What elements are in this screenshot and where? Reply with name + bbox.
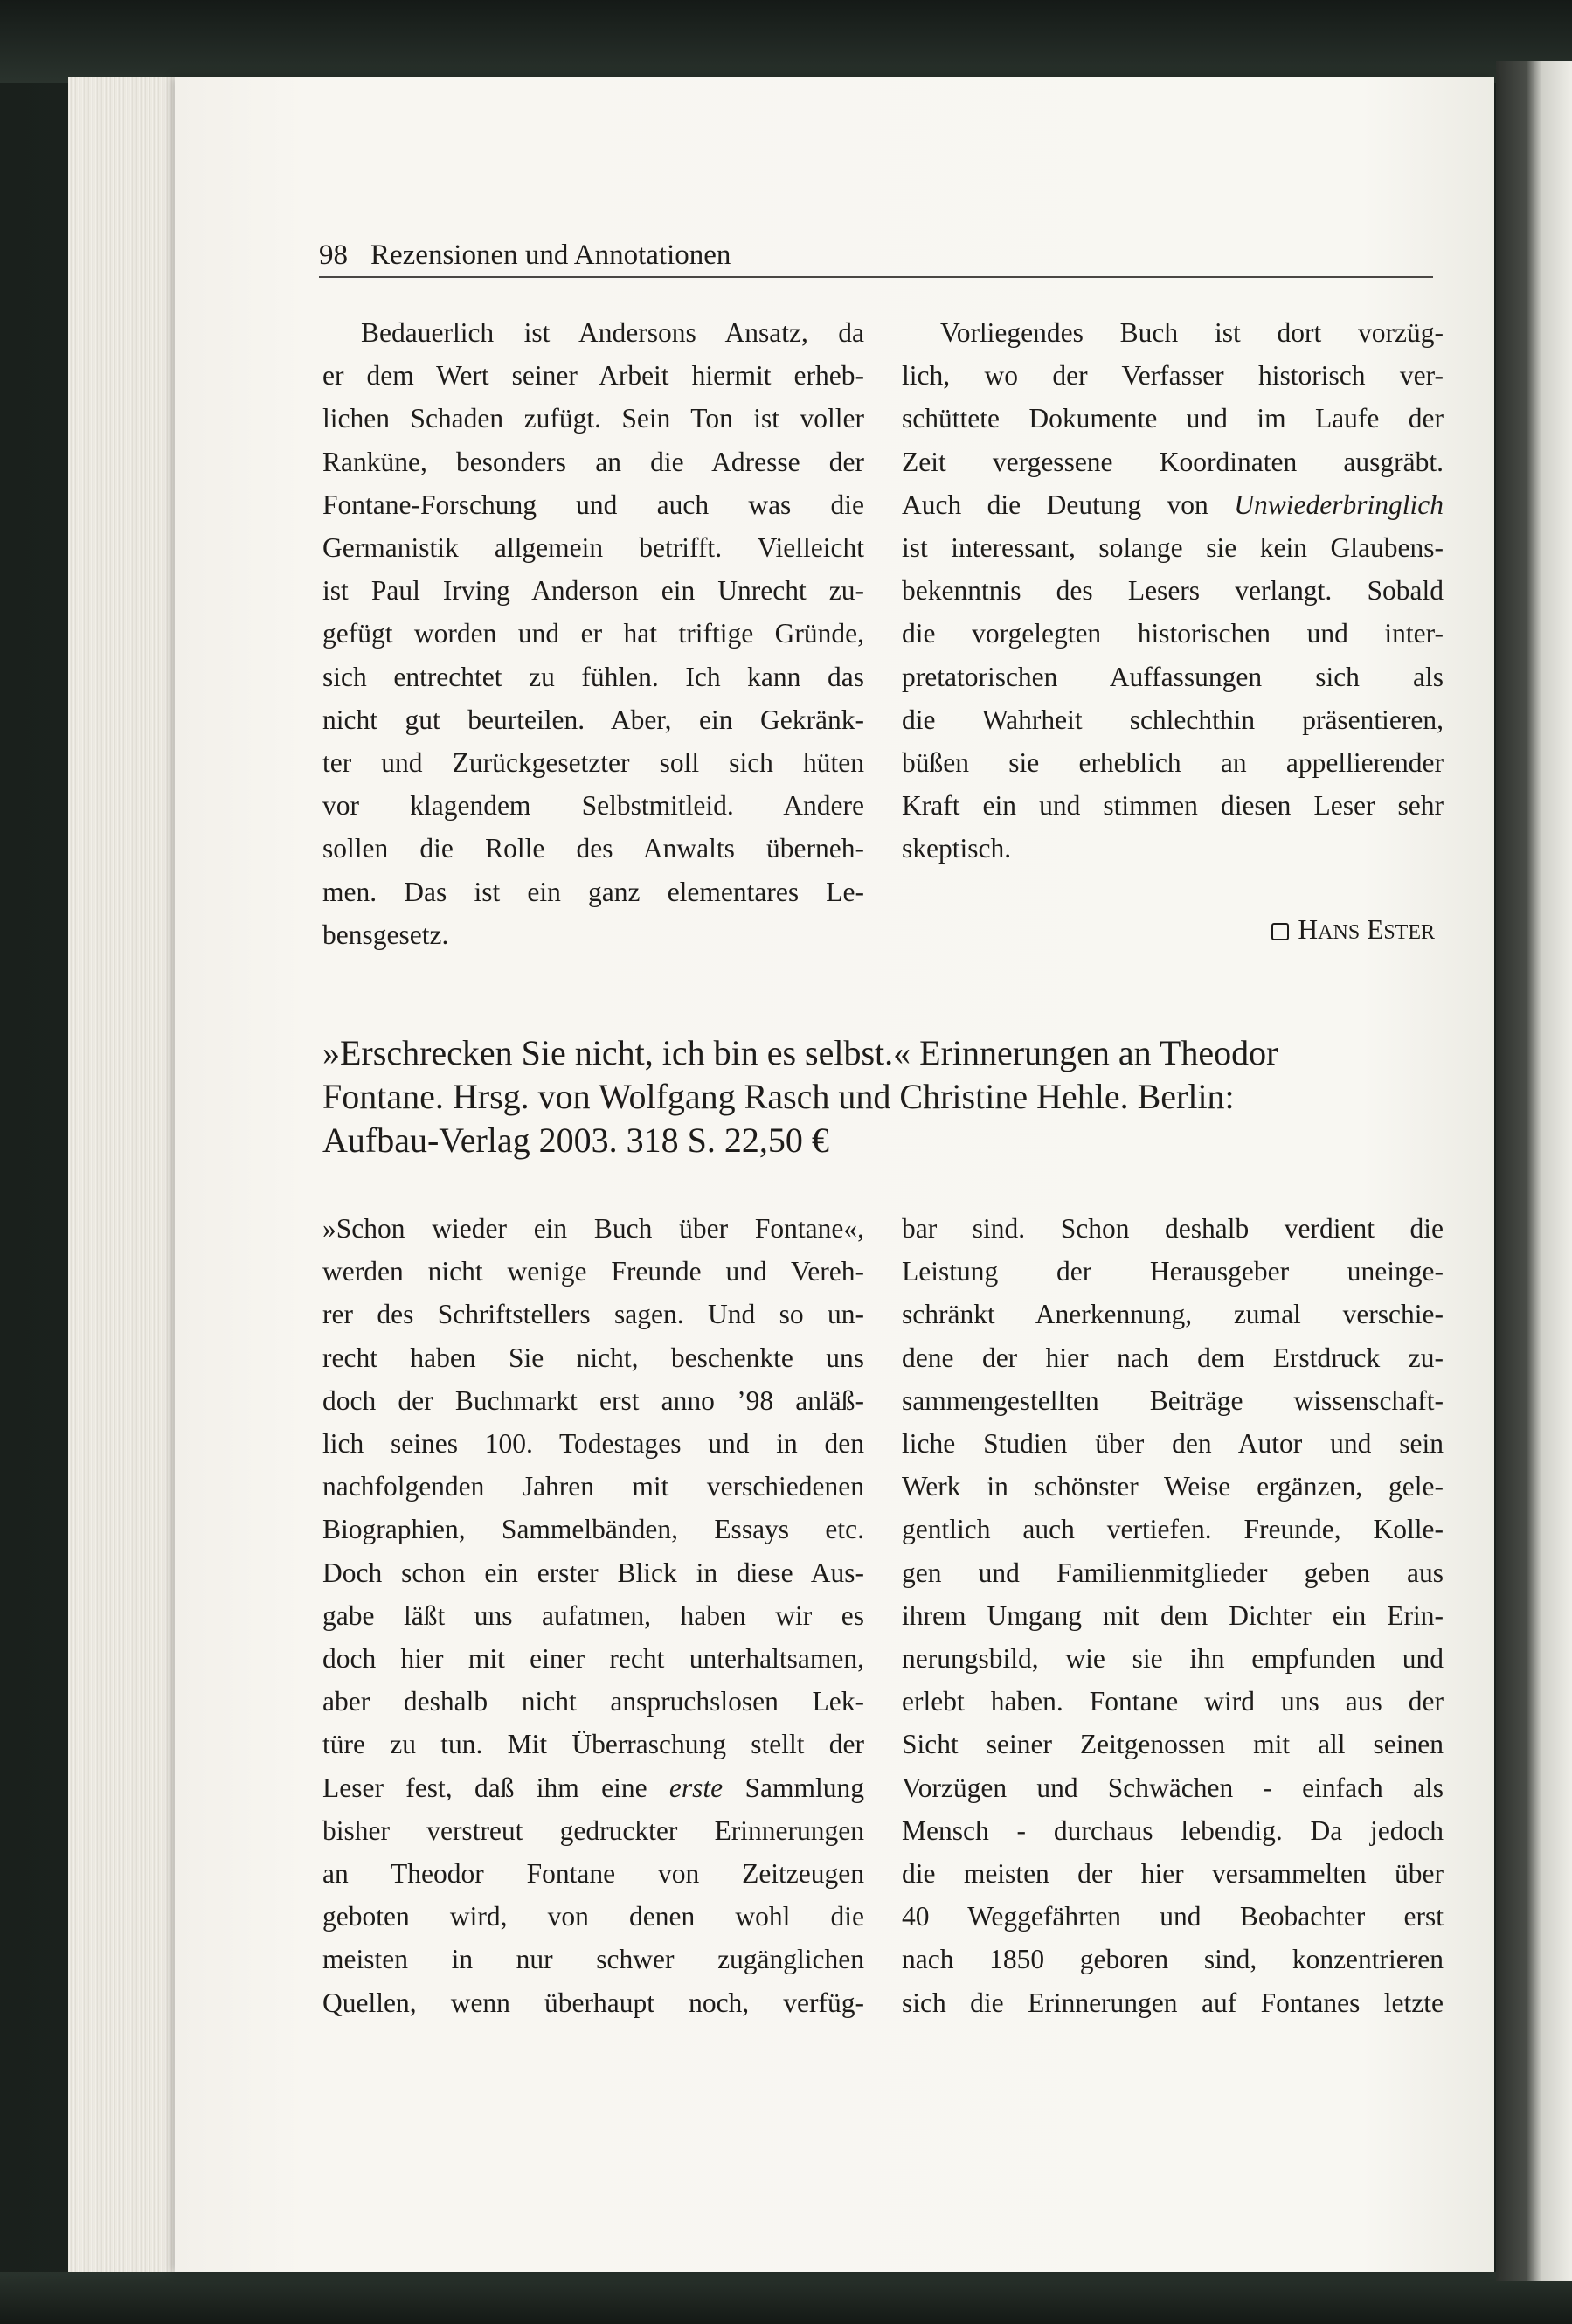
italic-word: erste: [668, 1772, 724, 1803]
text-line: sich entrechtet zu fühlen. Ich kann das: [322, 661, 864, 692]
text-line: nachfolgenden Jahren mit verschiedenen: [322, 1471, 864, 1502]
text-line: pretatorischen Auffassungen sich als: [902, 661, 1444, 692]
text-line-start: Leser fest, daß ihm eine: [322, 1772, 669, 1803]
text-line: bekenntnis des Lesers verlangt. Sobald: [902, 575, 1444, 607]
text-line: büßen sie erheblich an appellierender: [902, 747, 1444, 779]
scanner-edge-top: [0, 0, 1572, 83]
text-line: türe zu tun. Mit Überraschung stellt der: [322, 1729, 864, 1760]
text-line: sich die Erinnerungen auf Fontanes letzte: [902, 1987, 1444, 2018]
text-line: er dem Wert seiner Arbeit hiermit erheb-: [322, 360, 864, 392]
text-line: [902, 483, 1444, 526]
text-line: gefügt worden und er hat triftige Gründe,: [322, 618, 864, 649]
section-title: Rezensionen und Annotationen: [370, 239, 731, 271]
text-line: skeptisch.: [902, 833, 1012, 864]
text-line: Rankünе, besonders an die Adresse der: [322, 446, 864, 477]
text-line: Zeit vergessene Koordinaten ausgräbt.: [902, 446, 1444, 477]
text-line: Bedauerlich ist Andersons Ansatz, da: [361, 317, 864, 348]
running-head: [319, 236, 1433, 278]
text-line: bar sind. Schon deshalb verdient die: [902, 1213, 1444, 1244]
text-line-start: Auch die Deutung von: [902, 489, 1235, 520]
text-line: Mensch - durchaus lebendig. Da jedoch: [902, 1814, 1444, 1846]
text-line: Germanistik allgemein betrifft. Vielleicht: [322, 532, 864, 564]
text-line: nach 1850 geboren sind, konzentrieren: [902, 1944, 1444, 1975]
square-bullet-icon: [1271, 923, 1289, 940]
text-line: aber deshalb nicht anspruchslosen Lek-: [322, 1686, 864, 1717]
text-line: [322, 1766, 864, 1809]
text-line: lichen Schaden zufügt. Sein Ton ist voller: [322, 403, 864, 434]
text-line: meisten in nur schwer zugänglichen: [322, 1944, 864, 1975]
text-line: die Wahrheit schlechthin präsentieren,: [902, 704, 1444, 735]
text-line: vor klagendem Selbstmitleid. Andere: [322, 790, 864, 822]
text-line: die meisten der hier versammelten über: [902, 1858, 1444, 1890]
review2-heading: [322, 1031, 1450, 1162]
text-line: Fontane-Forschung und auch was die: [322, 489, 864, 520]
text-line: gen und Familienmitglieder geben aus: [902, 1557, 1444, 1588]
text-line: werden nicht wenige Freunde und Vereh-: [322, 1256, 864, 1287]
text-line: Vorliegendes Buch ist dort vorzüg-: [940, 317, 1444, 348]
text-line: nerungsbild, wie sie ihn empfunden und: [902, 1643, 1444, 1675]
heading-line: Aufbau-Verlag 2003. 318 S. 22,50 €: [322, 1120, 829, 1160]
facing-page-edge: [1496, 61, 1572, 2281]
text-line: ihrem Umgang mit dem Dichter ein Erin-: [902, 1599, 1444, 1631]
text-line: die vorgelegten historischen und inter-: [902, 618, 1444, 649]
text-line: ist Paul Irving Anderson ein Unrecht zu-: [322, 575, 864, 607]
book-title-italic: Unwiederbringlich: [1234, 489, 1444, 520]
text-line: Doch schon ein erster Blick in diese Aus-: [322, 1557, 864, 1588]
heading-line: »Erschrecken Sie nicht, ich bin es selbst.« Erinnerungen an Theodor: [322, 1033, 1278, 1072]
text-line: ist interessant, solange sie kein Glaubens-: [902, 532, 1444, 564]
text-line: nicht gut beurteilen. Aber, ein Gekränk-: [322, 704, 864, 735]
text-line: bensgesetz.: [322, 919, 449, 950]
text-line: doch hier mit einer recht unterhaltsamen,: [322, 1643, 864, 1675]
text-line: Biographien, Sammelbänden, Essays etc.: [322, 1514, 864, 1545]
text-line: liche Studien über den Autor und sein: [902, 1428, 1444, 1460]
text-line: Kraft ein und stimmen diesen Leser sehr: [902, 790, 1444, 822]
text-line: Werk in schönster Weise ergänzen, gele-: [902, 1471, 1444, 1502]
text-line: Quellen, wenn überhaupt noch, verfüg-: [322, 1987, 864, 2018]
text-line: lich seines 100. Todestages und in den: [322, 1428, 864, 1460]
text-line: Sicht seiner Zeitgenossen mit all seinen: [902, 1729, 1444, 1760]
text-line: sammengestellten Beiträge wissenschaft-: [902, 1384, 1444, 1416]
review2-left-column: [322, 1207, 864, 2024]
text-line: schüttete Dokumente und im Laufe der: [902, 403, 1444, 434]
text-line: gentlich auch vertiefen. Freunde, Kolle-: [902, 1514, 1444, 1545]
text-line: »Schon wieder ein Buch über Fontane«,: [322, 1213, 864, 1244]
text-line: Vorzügen und Schwächen - einfach als: [902, 1772, 1444, 1803]
reviewer-signature: [902, 908, 1435, 952]
text-line: bisher verstreut gedruckter Erinnerungen: [322, 1814, 864, 1846]
text-line: men. Das ist ein ganz elementares Le-: [322, 876, 864, 907]
text-line: lich, wo der Verfasser historisch ver-: [902, 360, 1444, 392]
text-line: Leistung der Herausgeber uneinge-: [902, 1256, 1444, 1287]
text-line: geboten wird, von denen wohl die: [322, 1901, 864, 1932]
text-line: erlebt haben. Fontane wird uns aus der: [902, 1686, 1444, 1717]
review2-right-column: [902, 1207, 1444, 2024]
text-line: sollen die Rolle des Anwalts überneh-: [322, 833, 864, 864]
text-line: rer des Schriftstellers sagen. Und so un-: [322, 1299, 864, 1330]
review1-left-column: [322, 311, 864, 956]
heading-line: Fontane. Hrsg. von Wolfgang Rasch und Christine Hehle. Berlin:: [322, 1077, 1235, 1116]
scanner-edge-bottom: [0, 2272, 1572, 2324]
text-line: gabe läßt uns aufatmen, haben wir es: [322, 1599, 864, 1631]
text-line: schränkt Anerkennung, zumal verschie-: [902, 1299, 1444, 1330]
text-line: doch der Buchmarkt erst anno ’98 anläß-: [322, 1384, 864, 1416]
page-number: 98: [319, 239, 348, 271]
reviewer-name: HANS ESTER: [1298, 914, 1435, 945]
text-line: recht haben Sie nicht, beschenkte uns: [322, 1342, 864, 1373]
text-line: 40 Weggefährten und Beobachter erst: [902, 1901, 1444, 1932]
review1-right-column: [902, 311, 1444, 871]
text-line: an Theodor Fontane von Zeitzeugen: [322, 1858, 864, 1890]
text-line: dene der hier nach dem Erstdruck zu-: [902, 1342, 1444, 1373]
text-line-end: Sammlung: [723, 1772, 864, 1803]
page-stack-edge: [68, 77, 182, 2272]
text-line: ter und Zurückgesetzter soll sich hüten: [322, 747, 864, 779]
